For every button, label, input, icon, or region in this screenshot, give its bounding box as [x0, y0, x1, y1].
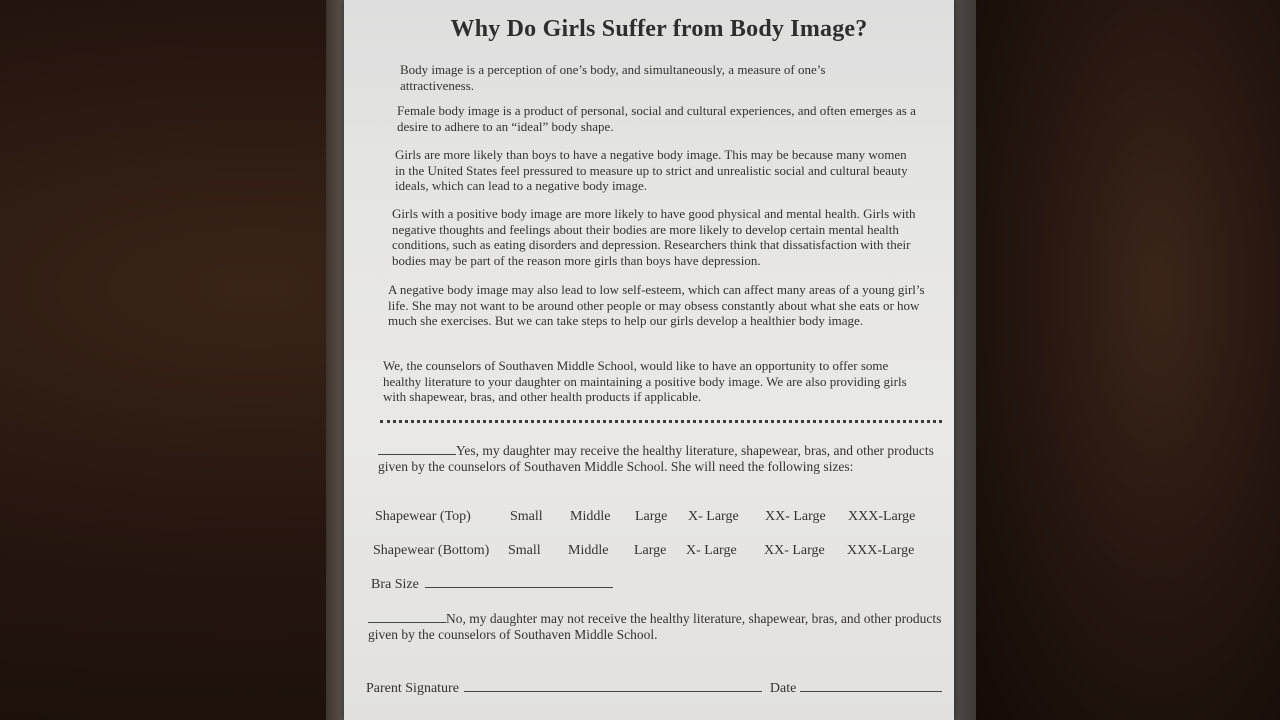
signature-field — [366, 680, 942, 697]
bra-size-label: Bra Size — [371, 577, 419, 592]
consent-no-text — [368, 611, 948, 643]
size-option-small[interactable]: Small — [510, 509, 543, 524]
background-right — [975, 0, 1280, 720]
bra-size-field — [371, 576, 613, 593]
paragraph-low-self-esteem: A negative body image may also lead to low self-esteem, which can affect many areas of a young girl’s life. She may not want to be around other people or may obsess constantly about what she eats or how much she exercises. But we can take steps to help our girls develop a healthier body image. — [388, 282, 925, 328]
date-label: Date — [769, 681, 797, 696]
paragraph-female-body-image: Female body image is a product of personal, social and cultural experiences, and often emerges as a desire to adhere to an “ideal” body shape. — [397, 103, 916, 134]
size-option-xxx-large[interactable]: XXX-Large — [848, 509, 916, 524]
consent-yes-blank[interactable] — [378, 443, 456, 455]
parent-signature-blank[interactable] — [464, 680, 762, 692]
size-option-x-large[interactable]: X- Large — [686, 543, 737, 558]
size-option-xx-large[interactable]: XX- Large — [764, 543, 825, 558]
size-option-large[interactable]: Large — [634, 543, 667, 558]
consent-yes-label: Yes, my daughter may receive the healthy literature, shapewear, bras, and other products given by the counselors of Southaven Middle School. She will need the following sizes: — [378, 443, 934, 474]
paragraph-positive-body-image-health: Girls with a positive body image are more likely to have good physical and mental health. Girls with negative thoughts and feelings about their bodies are more likely to develop certain mental health conditions, such as eating disorders and depression. Researchers think that dissatisfaction with their bodies may be part of the reason more girls than boys have depression. — [392, 206, 916, 268]
size-row-shapewear-bottom — [373, 543, 933, 561]
permission-slip — [344, 0, 954, 720]
size-option-xxx-large[interactable]: XXX-Large — [847, 543, 915, 558]
consent-yes-text — [378, 443, 938, 475]
paragraph-counselors-offer: We, the counselors of Southaven Middle School, would like to have an opportunity to offer some healthy literature to your daughter on maintaining a positive body image. We are also providing girls with shapewear, bras, and other health products if applicable. — [383, 358, 907, 404]
cut-line — [380, 420, 942, 423]
size-row-label: Shapewear (Bottom) — [373, 543, 490, 558]
consent-no-blank[interactable] — [368, 611, 446, 623]
size-option-xx-large[interactable]: XX- Large — [765, 509, 826, 524]
size-option-small[interactable]: Small — [508, 543, 541, 558]
size-row-label: Shapewear (Top) — [375, 509, 471, 524]
paragraph-body-image-definition: Body image is a perception of one’s body, and simultaneously, a measure of one’s attractiveness. — [400, 62, 826, 93]
size-row-shapewear-top — [375, 509, 935, 527]
size-option-x-large[interactable]: X- Large — [688, 509, 739, 524]
parent-signature-label: Parent Signature — [366, 681, 459, 696]
document-title: Why Do Girls Suffer from Body Image? — [450, 16, 868, 42]
date-blank[interactable] — [800, 680, 942, 692]
size-option-large[interactable]: Large — [635, 509, 668, 524]
bra-size-blank[interactable] — [425, 576, 613, 588]
size-option-middle[interactable]: Middle — [568, 543, 609, 558]
consent-no-label: No, my daughter may not receive the healthy literature, shapewear, bras, and other products given by the counselors of Southaven Middle School. — [368, 611, 942, 642]
size-option-middle[interactable]: Middle — [570, 509, 611, 524]
paragraph-girls-negative-body-image: Girls are more likely than boys to have a negative body image. This may be because many women in the United States feel pressured to measure up to strict and unrealistic social and cultural beauty ideals, which can lead to a negative body image. — [395, 147, 908, 193]
